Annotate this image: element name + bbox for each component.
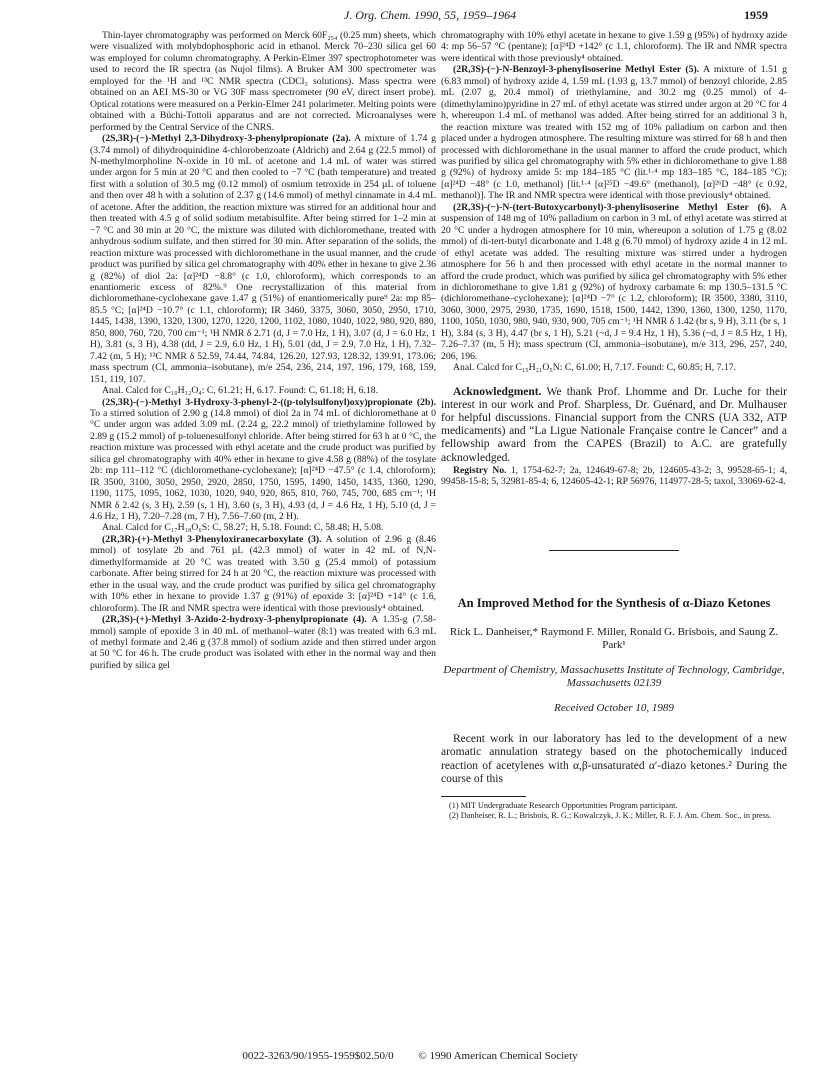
running-header bbox=[92, 7, 768, 23]
copyright-notice: © 1990 American Chemical Society bbox=[418, 1050, 578, 1062]
registry-paragraph bbox=[441, 465, 787, 488]
article-code: 0022-3263/90/1955-1959$02.50/0 bbox=[242, 1050, 394, 1062]
procedure-2b bbox=[90, 397, 436, 523]
analysis-2b: Anal. Calcd for C₁₇H₁₈O₆S: C, 58.27; H, 5.18. Found: C, 58.48; H, 5.08. bbox=[102, 522, 384, 534]
footnote-2: (2) Danheiser, R. L.; Brisbois, R. G.; Kowalczyk, J. K.; Miller, R. F. J. Am. Chem. Soc., in press. bbox=[449, 811, 772, 821]
compound-4-heading: (2R,3S)-(+)-Methyl 3-Azido-2-hydroxy-3-phenylpropionate (4). bbox=[102, 614, 367, 626]
author-affiliation: Department of Chemistry, Massachusetts Institute of Technology, Cambridge, Massachusetts 02139 bbox=[443, 664, 785, 690]
compound-3-heading: (2R,3R)-(+)-Methyl 3-Phenyloxiranecarboxylate (3). bbox=[102, 533, 322, 545]
compound-3-text: A solution of 2.96 g (8.46 mmol) of tosylate 2b and 761 µL (42.3 mmol) of water in 42 mL of N,N-dimethylformamide at 20 °C was treated with 3.50 g (25.4 mmol) of potassium carbonate. After being stirred for 24 h at 20 °C, the reaction mixture was processed with ether in the usual way, and the crude product was purified by silica gel chromatography with 10% ether in hexane to provide 1.37 g (91%) of epoxide 3: [α]²⁴D +14° (c 1.6, chloroform). The IR and NMR spectra were identical with those previously⁴ obtained. bbox=[90, 533, 436, 614]
procedure-3 bbox=[90, 534, 436, 614]
registry-text: 1, 1754-62-7; 2a, 124649-67-8; 2b, 124605-43-2; 3, 99528-65-1; 4, 99458-15-8; 5, 32981-85-4; 6, 124605-42-1; RP 56976, 114977-28-5; taxol, 33069-62-4. bbox=[441, 464, 787, 488]
footnote-1: (1) MIT Undergraduate Research Opportunities Program participant. bbox=[449, 801, 678, 811]
procedure-4-continued: chromatography with 10% ethyl acetate in hexane to give 1.59 g (95%) of hydroxy azide 4: mp 56–57 °C (pentane); [α]²⁴D +142° (c 1.1, chloroform). The IR and NMR spectra were identical with those previously⁴ obtained. bbox=[441, 30, 787, 64]
footnotes bbox=[441, 801, 787, 821]
registry-heading: Registry No. bbox=[453, 464, 507, 476]
introduction-paragraph: Recent work in our laboratory has led to the development of a new aromatic annulation strategy based on the photochemically induced reaction of acetylenes with α,β-unsaturated α′-diazo ketones.² During the course of this bbox=[441, 733, 787, 785]
compound-2b-heading: (2S,3R)-(−)-Methyl 3-Hydroxy-3-phenyl-2-((p-tolylsulfonyl)oxy)propionate (2b). bbox=[102, 396, 436, 408]
general-methods-paragraph: Thin-layer chromatography was performed on Merck 60F₂₅₄ (0.25 mm) sheets, which were visualized with molybdophosphoric acid in ethanol. Merck 70–230 silica gel 60 was employed for column chromatography. A Perkin-Elmer 397 spectrophotometer was used to record the IR spectra (as Nujol films). A Bruker AM 300 spectrometer was employed for the ¹H and ¹³C NMR spectra (CDCl₃ solutions). Mass spectra were obtained on an AEI MS-30 or VG 30F mass spectrometer (90 eV, direct insert probe). Optical rotations were measured on a Perkin-Elmer 241 polarimeter. Melting points were obtained with a Büchi-Tottoli apparatus and are not corrected. Microanalyses were performed by the Central Service of the CNRS. bbox=[90, 30, 436, 133]
compound-2b-text: To a stirred solution of 2.90 g (14.8 mmol) of diol 2a in 74 mL of dichloromethane at 0 °C under argon was added 3.09 mL (2.24 g, 22.2 mmol) of triethylamine followed by 2.89 g (15.2 mmol) of p-toluenesulfonyl chloride. After being stirred for 63 h at 0 °C, the reaction mixture was processed with ethyl acetate and the crude product was purified by silica gel chromatography with 40% ether in hexane to give 4.58 g (88%) of the tosylate 2b: mp 111–112 °C (dichloromethane-cyclohexane); [α]²⁴D −47.5° (c 1.4, chloroform); IR 3500, 3100, 3050, 2950, 2920, 2850, 1750, 1595, 1490, 1450, 1435, 1360, 1290, 1190, 1175, 1095, 1062, 1030, 1020, 940, 920, 865, 810, 760, 745, 700, 685 cm⁻¹; ¹H NMR δ 2.42 (s, 3 H), 2.59 (s, 1 H), 3.60 (s, 3 H), 4.93 (d, J = 4.6 Hz, 1 H), 5.10 (d, J = 4.6 Hz, 1 H), 7.20–7.28 (m, 7 H), 7.56–7.60 (m, 2 H). bbox=[90, 407, 436, 523]
acknowledgment-text: We thank Prof. Lhomme and Dr. Luche for their interest in our work and Prof. Sharpless, Dr. Guénard, and Dr. Mulhauser for helpful discussions. Financial support from the CNRS (UA 332, ATP medicaments) and “La Ligue Nationale Française contre le Cancer” and a fellowship award from the CAPES (Brazil) to A.C. are gratefully acknowledged. bbox=[441, 385, 787, 464]
page-number: 1959 bbox=[744, 8, 768, 22]
compound-6-heading: (2R,3S)-(−)-N-(tert-Butoxycarbonyl)-3-phenylisoserine Methyl Ester (6). bbox=[453, 201, 772, 213]
procedure-6 bbox=[441, 202, 787, 362]
section-divider bbox=[549, 550, 679, 551]
compound-6-text: A suspension of 148 mg of 10% palladium on carbon in 3 mL of ethyl acetate was stirred at 20 °C under a hydrogen atmosphere for 10 min, whereupon a solution of 1.75 g (8.02 mmol) of di-tert-butyl dicarbonate and 1.48 g (6.70 mmol) of hydroxy azide 4 in 12 mL of ethyl acetate was added. The resulting mixture was stirred under a hydrogen atmosphere for 56 h and then processed with ethyl acetate in the normal manner to afford the crude product, which was purified by silica gel chromatography with 5% ether in dichloromethane to give 1.81 g (92%) of hydroxy carbamate 6: mp 130.5–131.5 °C (dichloromethane–cyclohexane); [α]²⁴D −7° (c 1.2, chloroform); IR 3500, 3380, 3110, 3060, 3000, 2975, 2930, 1735, 1690, 1518, 1500, 1442, 1390, 1360, 1300, 1250, 1170, 1100, 1050, 1030, 980, 940, 930, 900, 705 cm⁻¹; ¹H NMR δ 1.42 (br s, 9 H), 3.11 (br s, 1 H), 3.84 (s, 3 H), 4.47 (br s, 1 H), 5.21 (~d, J = 9.4 Hz, 1 H), 5.36 (~d, J = 8.5 Hz, 1 H), 7.26–7.37 (m, 5 H); mass spectrum (CI, ammonia–isobutane), m/e 313, 296, 257, 240, 206, 196. bbox=[441, 201, 787, 362]
footnote-divider bbox=[441, 796, 526, 797]
analysis-6: Anal. Calcd for C₁₅H₂₁O₅N: C, 61.00; H, 7.17. Found: C, 60.85; H, 7.17. bbox=[453, 362, 737, 374]
compound-4-text: A 1.35-g (7.58-mmol) sample of epoxide 3 in 40 mL of methanol–water (8:1) was treated with 6.3 mL of methyl formate and 2.46 g (37.8 mmol) of sodium azide and then stirred under argon at 50 °C for 46 h. The crude product was isolated with ether in the normal way and then purified by silica gel bbox=[90, 614, 436, 671]
acknowledgment-heading: Acknowledgment. bbox=[453, 385, 542, 398]
article-authors: Rick L. Danheiser,* Raymond F. Miller, Ronald G. Brisbois, and Saung Z. Park¹ bbox=[449, 626, 779, 652]
compound-5-text: A mixture of 1.51 g (6.83 mmol) of hydroxy azide 4, 1.59 mL (1.93 g, 13.7 mmol) of benzoyl chloride, 2.85 mL (2.07 g, 20.4 mmol) of triethylamine, and 30.2 mg (0.25 mmol) of 4-(dimethylamino)pyridine in 27 mL of ethyl acetate was stirred under argon at 20 °C for 4 h, whereupon 1.4 mL of methanol was added. After being stirred for an additional 3 h, the reaction mixture was treated with 152 mg of 10% palladium on carbon and then placed under a hydrogen atmosphere. The resulting mixture was stirred for 68 h and then processed with dichloromethane in the usual manner to afford the crude product, which was purified by silica gel chromatography with 5% ether in dichloromethane to give 1.88 g (92%) of hydroxy amide 5: mp 184–185 °C (lit.¹·⁴ mp 183–185 °C, 184–185 °C); [α]²⁴D −48° (c 1.0, methanol) [lit.¹·⁴ [α]²⁵D −49.6° (methanol), [α]²⁶D −48° (c 0.92, methanol)]. The IR and NMR spectra were identical with those previously⁴ obtained. bbox=[441, 64, 787, 202]
right-column bbox=[441, 30, 787, 1040]
received-date: Received October 10, 1989 bbox=[554, 702, 674, 715]
left-column bbox=[90, 30, 436, 1040]
procedure-2a bbox=[90, 133, 436, 385]
analysis-2a: Anal. Calcd for C₁₀H₁₂O₄: C, 61.21; H, 6.17. Found: C, 61.18; H, 6.18. bbox=[102, 385, 379, 397]
article-title: An Improved Method for the Synthesis of α-Diazo Ketones bbox=[457, 595, 771, 610]
compound-2a-heading: (2S,3R)-(−)-Methyl 2,3-Dihydroxy-3-phenylpropionate (2a). bbox=[102, 133, 351, 145]
procedure-4 bbox=[90, 614, 436, 671]
running-footer bbox=[0, 1049, 820, 1063]
journal-citation: J. Org. Chem. 1990, 55, 1959–1964 bbox=[343, 8, 517, 22]
compound-2a-text: A mixture of 1.74 g (3.74 mmol) of dihydroquinidine 4-chlorobenzoate (Aldrich) and 2.64 g (22.5 mmol) of N-methylmorpholine N-oxide in 10 mL of acetone and 1.4 mL of water was stirred under argon for 5 min at 20 °C and then cooled to −7 °C (bath temperature) and treated first with a solution of 30.5 mg (0.12 mmol) of osmium tetroxide in 254 µL of toluene and then over 48 h with a solution of 2.37 g (14.6 mmol) of methyl cinnamate in 4.4 mL of acetone. After the addition, the reaction mixture was stirred for an additional hour and then treated with 4.5 g of solid sodium metabisulfite. After being stirred for 1–2 min at −7 °C and 30 min at 20 °C, the mixture was diluted with dichloromethane, treated with anhydrous sodium sulfate, and then stirred for 30 min. After separation of the solids, the reaction mixture was processed with dichloromethane in the usual manner, and the crude product was purified by silica gel chromatography with 40% ether in hexane to give 2.36 g (82%) of diol 2a: [α]²⁴D −8.8° (c 1.0, chloroform), which corresponds to an enantiomeric excess of 82%.⁹ One recrystallization of this material from dichloromethane-cyclohexane gave 1.47 g (51%) of enantiomerically pure⁹ 2a: mp 85–85.5 °C; [α]²⁴D −10.7° (c 1.1, chloroform); IR 3460, 3375, 3060, 3050, 2950, 1710, 1445, 1438, 1390, 1320, 1300, 1270, 1220, 1200, 1102, 1080, 1040, 1022, 980, 920, 880, 850, 800, 760, 720, 700 cm⁻¹; ¹H NMR δ 2.71 (d, J = 7.0 Hz, 1 H), 3.07 (d, J = 6.0 Hz, 1 H), 3.81 (s, 3 H), 4.38 (dd, J = 2.9, 6.0 Hz, 1 H), 5.01 (dd, J = 2.9, 7.0 Hz, 1 H), 7.32–7.42 (m, 5 H); ¹³C NMR δ 52.59, 74.44, 74.84, 126.20, 127.93, 128.32, 139.91, 173.06; mass spectrum (CI, ammonia–isobutane), m/e 254, 236, 214, 197, 196, 179, 168, 159, 151, 119, 107. bbox=[90, 133, 436, 385]
acknowledgment-paragraph bbox=[441, 386, 787, 465]
compound-5-heading: (2R,3S)-(−)-N-Benzoyl-3-phenylisoserine Methyl Ester (5). bbox=[453, 64, 700, 76]
procedure-5 bbox=[441, 64, 787, 201]
